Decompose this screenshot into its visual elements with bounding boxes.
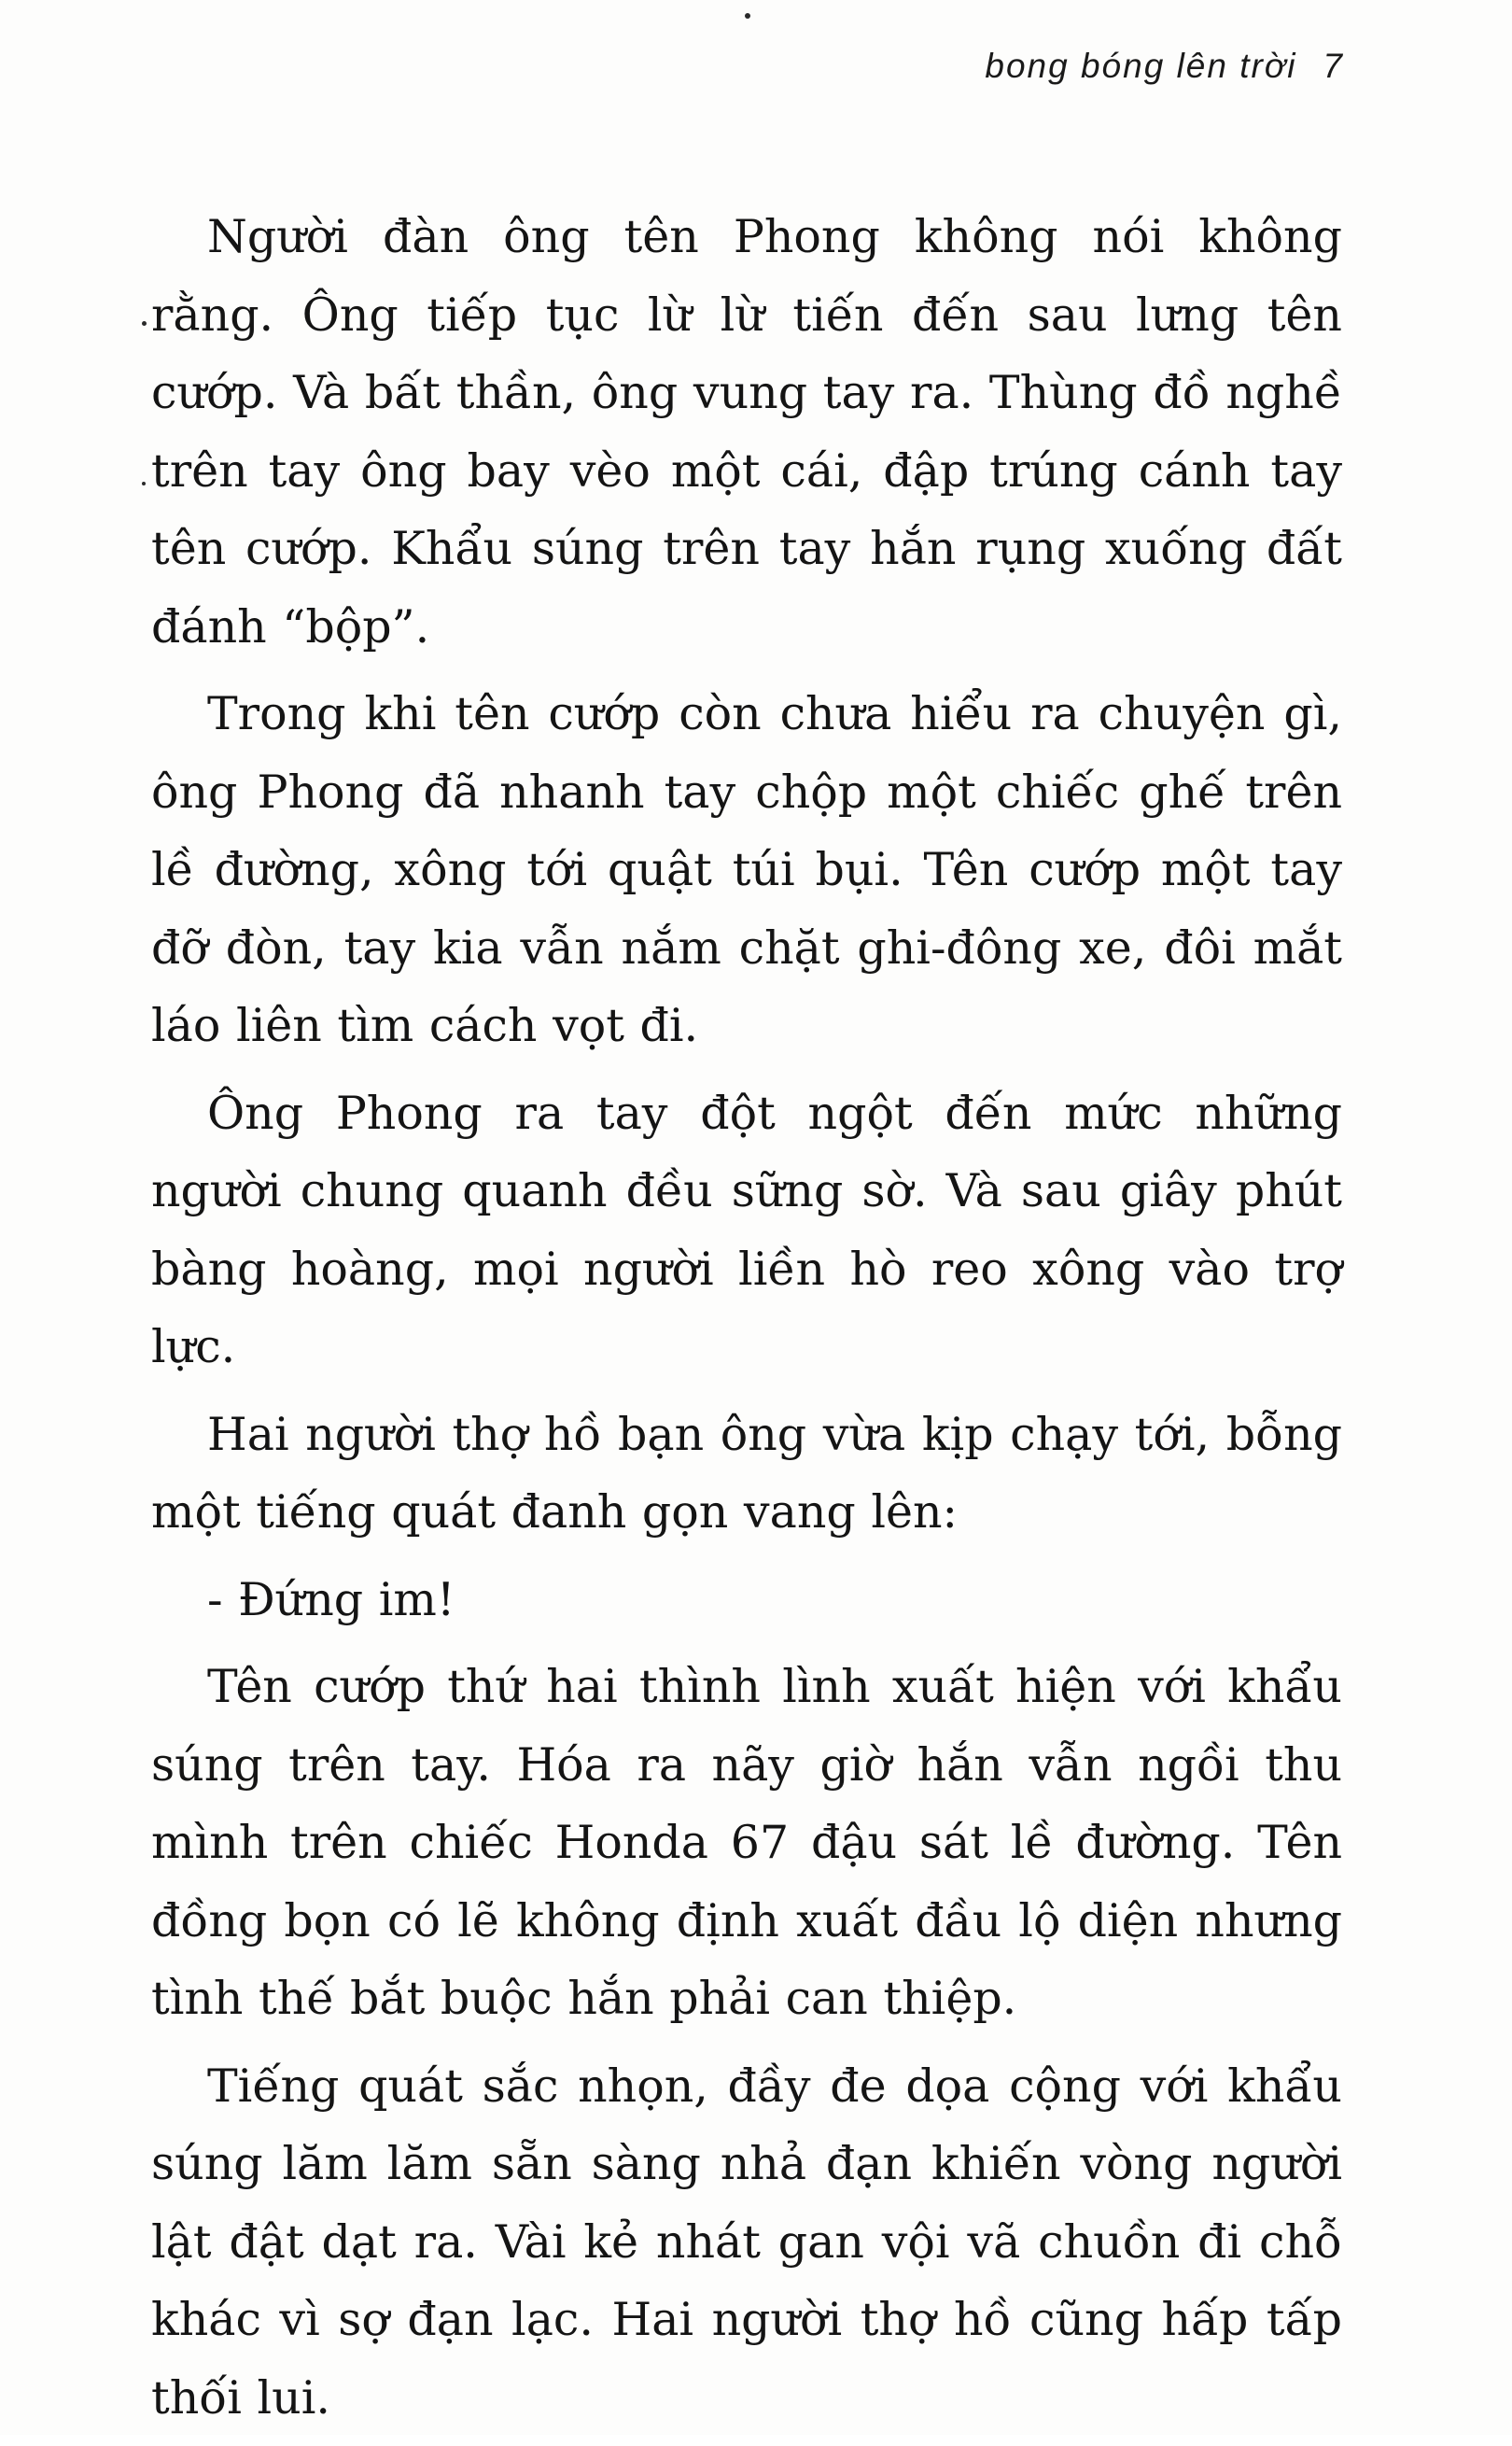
scan-speck: [142, 482, 146, 485]
scan-speck: [745, 13, 750, 19]
running-head: [985, 47, 1344, 86]
dialogue-line: - Đứng im!: [207, 1572, 455, 1626]
running-title: bong bóng lên trời: [985, 47, 1297, 85]
paragraph: Hai người thợ hồ bạn ông vừa kịp chạy tới, bỗng một tiếng quát đanh gọn vang lên:: [151, 1407, 1342, 1539]
paragraph: Ông Phong ra tay đột ngột đến mức những người chung quanh đều sững sờ. Và sau giây phút bàng hoàng, mọi người liền hò reo xông vào trợ lực.: [151, 1086, 1342, 1373]
page-number: 7: [1323, 47, 1344, 85]
paragraph: Tên cướp thứ hai thình lình xuất hiện với khẩu súng trên tay. Hóa ra nãy giờ hắn vẫn ngồi thu mình trên chiếc Honda 67 đậu sát lề đường. Tên đồng bọn có lẽ không định xuất đầu lộ diện nhưng tình thế bắt buộc hắn phải can thiệp.: [151, 1660, 1342, 2025]
paragraph: Tiếng quát sắc nhọn, đầy đe dọa cộng với khẩu súng lăm lăm sẵn sàng nhả đạn khiến vòng người lật đật dạt ra. Vài kẻ nhát gan vội vã chuồn đi chỗ khác vì sợ đạn lạc. Hai người thợ hồ cũng hấp tấp thối lui.: [151, 2059, 1342, 2425]
paragraph: Người đàn ông tên Phong không nói không rằng. Ông tiếp tục lừ lừ tiến đến sau lưng tên cướp. Và bất thần, ông vung tay ra. Thùng đồ nghề trên tay ông bay vèo một cái, đập trúng cánh tay tên cướp. Khẩu súng trên tay hắn rụng xuống đất đánh “bộp”.: [151, 210, 1342, 654]
paragraph: Trong khi tên cướp còn chưa hiểu ra chuyện gì, ông Phong đã nhanh tay chộp một chiếc ghế trên lề đường, xông tới quật túi bụi. Tên cướp một tay đỡ đòn, tay kia vẫn nắm chặt ghi-đông xe, đôi mắt láo liên tìm cách vọt đi.: [151, 687, 1342, 1052]
scan-speck: [142, 321, 147, 326]
body-text: [151, 198, 1342, 2446]
